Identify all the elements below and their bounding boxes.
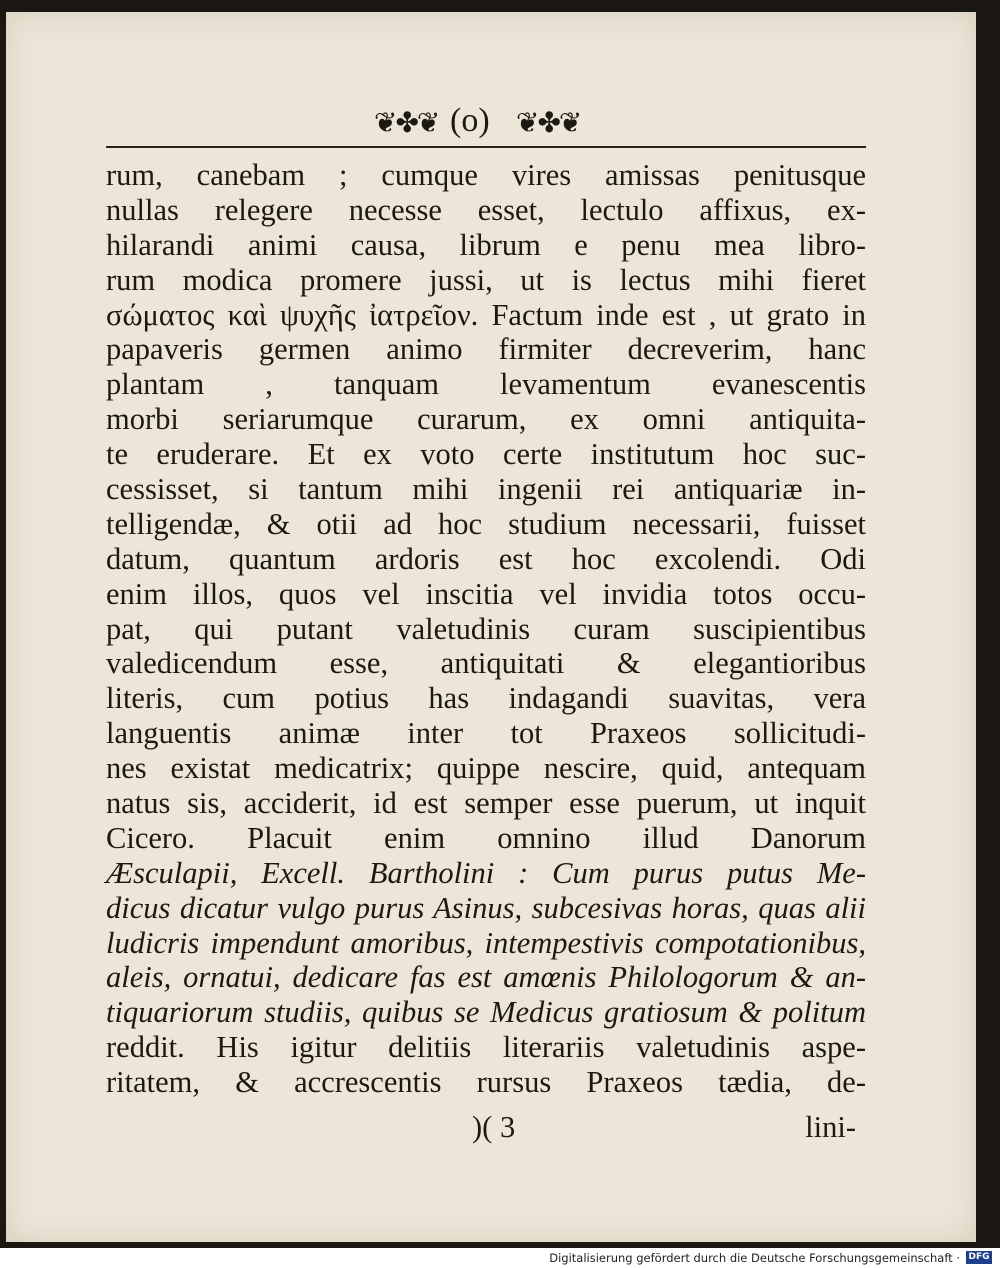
text-line: nes existat medicatrix; quippe nescire, quid, antequam [106,751,866,786]
text-line: enim illos, quos vel inscitia vel invidia totos occu- [106,576,866,611]
text-line: σώματος καὶ ψυχῆς ἰατρεῖον. Factum inde est , ut grato in [106,297,866,332]
text-line: ritatem, & accrescentis rursus Praxeos tædia, de- [106,1065,866,1100]
text-line: ludicris impendunt amoribus, intempestivis compotationibus, [106,925,866,960]
text-line: rum modica promere jussi, ut is lectus mihi fieret [106,262,866,297]
text-line: te eruderare. Et ex voto certe institutum hoc suc- [106,437,866,472]
text-line: Cicero. Placuit enim omnino illud Danorum [106,820,866,855]
book-page [6,12,976,1242]
text-line: languentis animæ inter tot Praxeos sollicitudi- [106,716,866,751]
ornament-left-icon: ❦✤❦ [374,106,439,139]
text-line: datum, quantum ardoris est hoc excolendi. Odi [106,541,866,576]
page-number: (o) [450,102,490,139]
text-line: pat, qui putant valetudinis curam suscipientibus [106,611,866,646]
dfg-logo: DFG [966,1251,992,1264]
page-header [106,100,866,148]
text-line: reddit. His igitur delitiis literariis valetudinis aspe- [106,1030,866,1065]
text-line: dicus dicatur vulgo purus Asinus, subcesivas horas, quas alii [106,890,866,925]
text-line: morbi seriarumque curarum, ex omni antiquita- [106,402,866,437]
text-line: valedicendum esse, antiquitati & elegantioribus [106,646,866,681]
credit-bar [0,1248,1000,1268]
text-line: plantam , tanquam levamentum evanescentis [106,367,866,402]
signature-mark: )( 3 [472,1110,516,1144]
text-line: literis, cum potius has indagandi suavitas, vera [106,681,866,716]
text-line: aleis, ornatui, dedicare fas est amœnis Philologorum & an- [106,960,866,995]
text-line: hilarandi animi causa, librum e penu mea libro- [106,227,866,262]
text-line: telligendæ, & otii ad hoc studium necessarii, fuisset [106,506,866,541]
text-line: natus sis, acciderit, id est semper esse puerum, ut inquit [106,786,866,821]
body-text [106,158,866,1100]
text-line: Æsculapii, Excell. Bartholini : Cum purus putus Me- [106,855,866,890]
ornament-right-icon: ❦✤❦ [516,106,581,139]
text-line: cessisset, si tantum mihi ingenii rei antiquariæ in- [106,472,866,507]
text-line: tiquariorum studiis, quibus se Medicus gratiosum & politum [106,995,866,1030]
catchword: lini- [805,1110,856,1144]
text-line: papaveris germen animo firmiter decreverim, hanc [106,332,866,367]
text-line: nullas relegere necesse esset, lectulo affixus, ex- [106,192,866,227]
header-rule [106,146,866,148]
page-footer [106,1106,866,1150]
credit-text: Digitalisierung gefördert durch die Deutsche Forschungsgemeinschaft · [549,1251,960,1265]
text-line: rum, canebam ; cumque vires amissas penitusque [106,158,866,192]
